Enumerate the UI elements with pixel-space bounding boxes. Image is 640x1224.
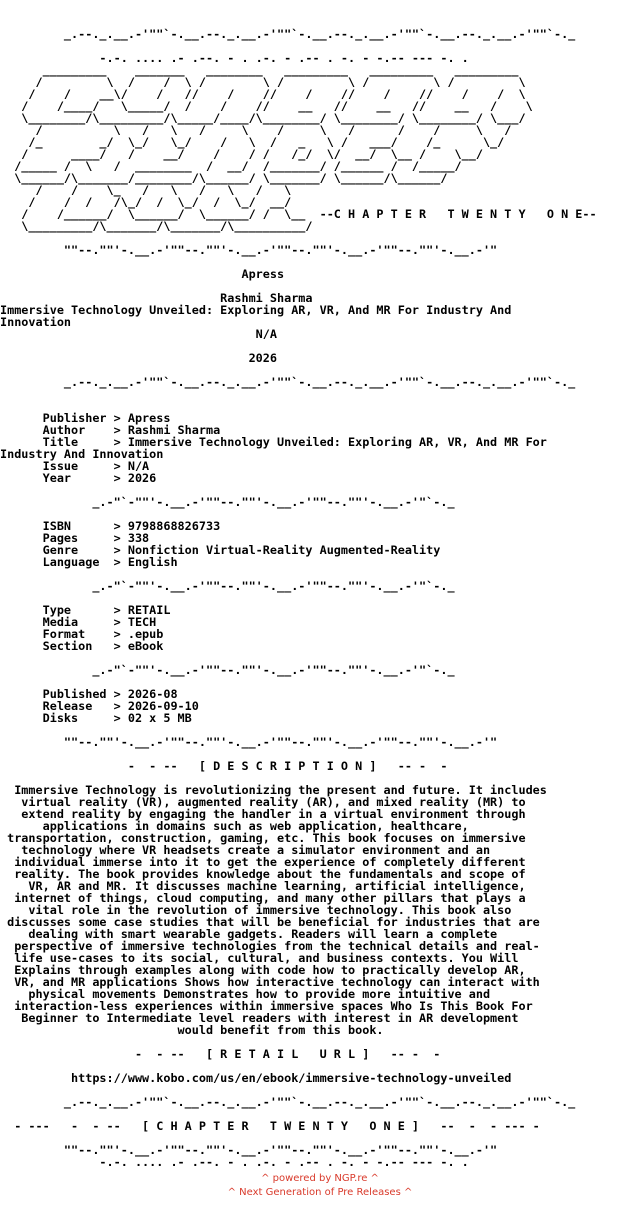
nfo-line: vital role in the revolution of immersive technology. This book also	[0, 903, 512, 917]
nfo-line: technology where VR headsets create a simulator environment and an	[0, 843, 491, 857]
nfo-line: \________/\_________/\_____/____/\________/ \________/ \________/ \___/	[0, 111, 526, 125]
nfo-line: Pages > 338	[0, 531, 150, 545]
nfo-line: Disks > 02 x 5 MB	[0, 711, 192, 725]
nfo-line: ""--.""'-.__.-'""--.""'-.__.-'""--.""'-.__.-'""--.""'-.__.-'"	[0, 735, 498, 749]
nfo-line: dealing with smart wearable gadgets. Readers will learn a complete	[0, 927, 498, 941]
nfo-line[interactable]: https://www.kobo.com/us/en/ebook/immersive-technology-unveiled	[0, 1071, 512, 1085]
nfo-line: _.--._.__.-'""`-.__.--._.__.-'""`-.__.--._.__.-'""`-.__.--._.__.-'""`-._	[0, 1095, 576, 1109]
nfo-line: /_____ / \ / ________ / __/ /_______/ /______ / /_____/	[0, 159, 462, 173]
nfo-line: virtual reality (VR), augmented reality (AR), and mixed reality (MR) to	[0, 795, 526, 809]
nfo-release-text	[0, 28, 640, 1168]
nfo-line: Author > Rashmi Sharma	[0, 423, 221, 437]
nfo-line: ""--.""'-.__.-'""--.""'-.__.-'""--.""'-.__.-'""--.""'-.__.-'"	[0, 1143, 498, 1157]
nfo-line: _.--._.__.-'""`-.__.--._.__.-'""`-.__.--._.__.-'""`-.__.--._.__.-'""`-._	[0, 27, 576, 41]
nfo-line: / /______/ \______/ \______/ / \__ --C H A P T E R T W E N T Y O N E--	[0, 207, 597, 221]
nfo-line: life use-cases to its social, cultural, and business contexts. You Will	[0, 951, 519, 965]
nfo-line: \______/\_______/________/\______/ \_______/ \______/\______/	[0, 171, 448, 185]
nfo-line: Format > .epub	[0, 627, 164, 641]
nfo-line: Year > 2026	[0, 471, 157, 485]
nfo-line: Beginner to Intermediate level readers with interest in AR development	[0, 1011, 519, 1025]
nfo-line: _.--._.__.-'""`-.__.--._.__.-'""`-.__.--._.__.-'""`-.__.--._.__.-'""`-._	[0, 375, 576, 389]
nfo-line: 2026	[0, 351, 277, 365]
nfo-line: ""--.""'-.__.-'""--.""'-.__.-'""--.""'-.__.-'""--.""'-.__.-'"	[0, 243, 498, 257]
nfo-line: -.-. .... .- .--. - . .-. - .-- . -. - -.-- --- -. .	[0, 51, 469, 65]
nfo-line: Type > RETAIL	[0, 603, 171, 617]
nfo-line: reality. The book provides knowledge about the fundamentals and scope of	[0, 867, 526, 881]
nfo-line: Release > 2026-09-10	[0, 699, 199, 713]
nfo-line: Publisher > Apress	[0, 411, 171, 425]
nfo-line: / / \_ / \ / \ / \	[0, 183, 292, 197]
nfo-line: Immersive Technology is revolutionizing the present and future. It includes	[0, 783, 547, 797]
nfo-line: / / / /\_/ / \_/ / \_/ __/	[0, 195, 292, 209]
nfo-line: Industry And Innovation	[0, 447, 164, 461]
nfo-line: perspective of immersive technologies from the technical details and real-	[0, 939, 540, 953]
nfo-line: _.-"`-""'-.__.-'""--.""'-.__.-'""--.""'-.__.-'"`-._	[0, 663, 455, 677]
nfo-line: /_ _/ \_/ \_/ / \ / _ \ / ___/ /_ \_/	[0, 135, 505, 149]
nfo-line: individual immerse into it to get the experience of completely different	[0, 855, 526, 869]
nfo-line: Title > Immersive Technology Unveiled: Exploring AR, VR, And MR For	[0, 435, 547, 449]
nfo-line: Published > 2026-08	[0, 687, 178, 701]
nfo-line: transportation, construction, gaming, etc. This book focuses on immersive	[0, 831, 526, 845]
nfo-line: interaction-less experiences within immersive spaces Who Is This Book For	[0, 999, 533, 1013]
nfo-line: extend reality by engaging the handler in a virtual environment through	[0, 807, 526, 821]
nfo-line: Section > eBook	[0, 639, 164, 653]
nfo-line: Immersive Technology Unveiled: Exploring AR, VR, And MR For Industry And	[0, 303, 512, 317]
nfo-line: _.-"`-""'-.__.-'""--.""'-.__.-'""--.""'-.__.-'"`-._	[0, 579, 455, 593]
nfo-line: \_________/\_______/\_______/\__________/	[0, 219, 313, 233]
nfo-line: physical movements Demonstrates how to provide more intuitive and	[0, 987, 491, 1001]
nfo-line: - - -- [ D E S C R I P T I O N ] -- - -	[0, 759, 448, 773]
nfo-line: -.-. .... .- .--. - . .-. - .-- . -. - -.-- --- -. .	[0, 1155, 469, 1169]
nfo-line: would benefit from this book.	[0, 1023, 384, 1037]
powered-by-link[interactable]: ^ powered by NGP.re ^	[261, 1173, 379, 1184]
nfo-line: - --- - - -- [ C H A P T E R T W E N T Y O N E ] -- - - --- -	[0, 1119, 540, 1133]
nfo-line: ISBN > 9798868826733	[0, 519, 221, 533]
nfo-line: Media > TECH	[0, 615, 157, 629]
nfo-line: _.-"`-""'-.__.-'""--.""'-.__.-'""--.""'-.__.-'"`-._	[0, 495, 455, 509]
nfo-line: - - -- [ R E T A I L U R L ] -- - -	[0, 1047, 441, 1061]
nfo-line: internet of things, cloud computing, and many other pillars that plays a	[0, 891, 526, 905]
nfo-line: discusses some case studies that will be beneficial for industries that are	[0, 915, 540, 929]
nfo-line: Genre > Nonfiction Virtual-Reality Augmented-Reality	[0, 543, 441, 557]
nfo-line: Language > English	[0, 555, 178, 569]
nfo-line: applications in domains such as web application, healthcare,	[0, 819, 469, 833]
nfo-line: / ____/ / __/ / / / /_/ \/ __/ \__ / \__/	[0, 147, 483, 161]
footer	[0, 1172, 640, 1200]
nfo-line: Innovation	[0, 315, 72, 329]
nfo-line: / \ / \ / \ / \ / / / \ /	[0, 123, 512, 137]
nfo-line	[0, 388, 640, 400]
nfo-line: Apress	[0, 267, 285, 281]
nfo-line: Issue > N/A	[0, 459, 150, 473]
nfo-line: Rashmi Sharma	[0, 291, 313, 305]
nfo-line: Explains through examples along with code how to practically develop AR,	[0, 963, 526, 977]
tagline-text: ^ Next Generation of Pre Releases ^	[227, 1187, 413, 1198]
nfo-line: VR, AR and MR. It discusses machine learning, artificial intelligence,	[0, 879, 526, 893]
nfo-line: / \ / / \ / \ / \ / \ / \	[0, 75, 526, 89]
nfo-line: _________ _______ ________ _________ _________ _________	[0, 63, 519, 77]
nfo-line: N/A	[0, 327, 277, 341]
nfo-line: / /____/ \_____/ / / // __ // __ // __ / \	[0, 99, 533, 113]
nfo-line: VR, and MR applications Shows how interactive technology can interact with	[0, 975, 540, 989]
nfo-line: / / __\/ / // / // / // / // / / \	[0, 87, 526, 101]
